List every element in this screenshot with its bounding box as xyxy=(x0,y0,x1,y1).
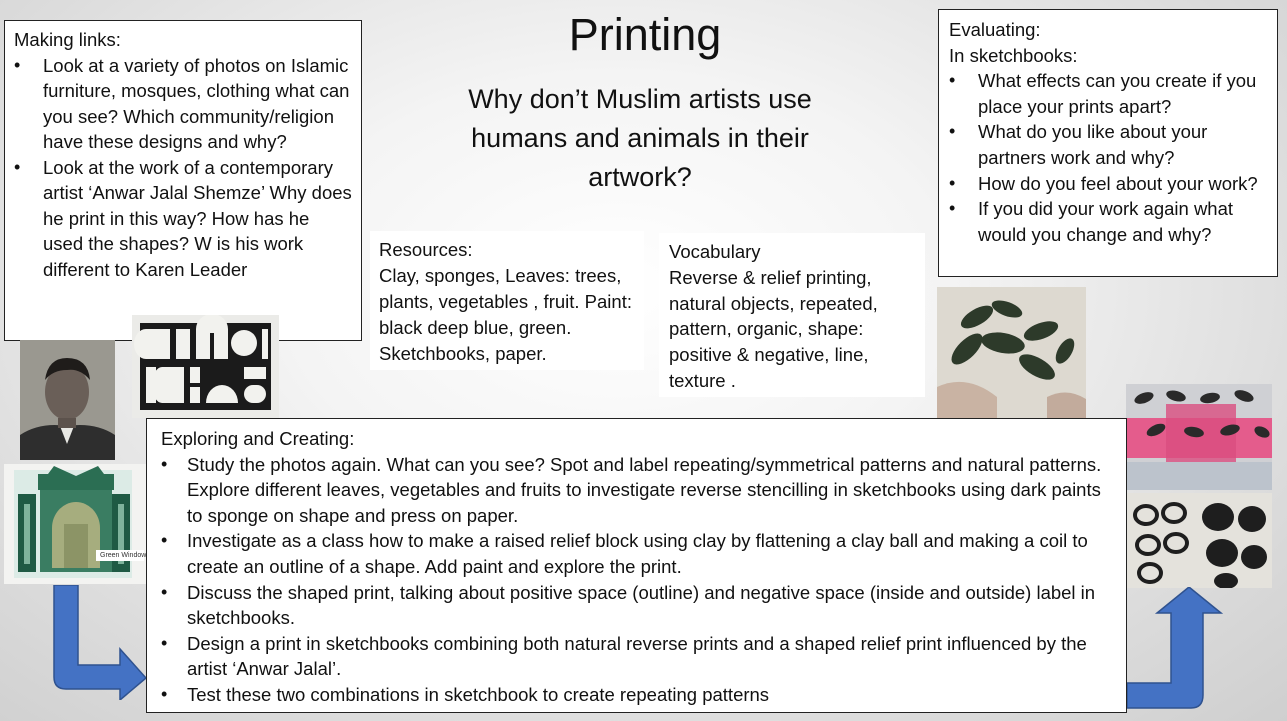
exploring-creating-box xyxy=(146,418,1127,713)
list-item: • Study the photos again. What can you see? Spot and label repeating/symmetrical patterns and natural patterns. Explore different leaves, vegetables and fruits to investigate reverse stencilling in sketchbooks using dark paints to sponge on shape and press on paper. xyxy=(187,452,1116,529)
evaluating-subheading: In sketchbooks: xyxy=(949,44,1078,66)
list-item: • Look at the work of a contemporary artist ‘Anwar Jalal Shemze’ Why does he print in this way? How has he used the shapes? W is his work different to Karen Leader xyxy=(43,155,353,283)
exploring-heading: Exploring and Creating: xyxy=(161,428,355,449)
making-links-list xyxy=(14,53,353,283)
geometric-print-artwork xyxy=(132,315,279,418)
artist-portrait-photo xyxy=(20,340,115,460)
list-item: • Investigate as a class how to make a raised relief block using clay by flattening a clay ball and making a coil to create an outline of a shape. Add paint and explore the print. xyxy=(187,528,1116,579)
leaf-print-photo xyxy=(937,287,1086,418)
evaluating-box xyxy=(938,9,1278,277)
making-links-heading: Making links: xyxy=(14,29,121,50)
list-item: • If you did your work again what would you change and why? xyxy=(978,196,1269,247)
resources-text: Clay, sponges, Leaves: trees, plants, vegetables , fruit. Paint: black deep blue, green. Sketchbooks, paper. xyxy=(379,265,632,364)
key-question: Why don’t Muslim artists use humans and animals in their artwork? xyxy=(468,84,812,192)
list-item: • Look at a variety of photos on Islamic furniture, mosques, clothing what can you see? Which community/religion have these designs and why? xyxy=(43,53,353,155)
pink-print-photo xyxy=(1126,384,1272,490)
making-links-box xyxy=(4,20,362,341)
evaluating-list xyxy=(949,68,1269,247)
shape-print-photo xyxy=(1126,493,1272,588)
list-item: • Design a print in sketchbooks combining both natural reverse prints and a shaped relief print influenced by the artist ‘Anwar Jalal’. xyxy=(187,631,1116,682)
list-item: • Test these two combinations in sketchbook to create repeating patterns xyxy=(187,682,1116,708)
artwork-caption: Green Window xyxy=(100,552,147,559)
list-item: • What do you like about your partners work and why? xyxy=(978,119,1269,170)
arrow-up-icon xyxy=(1127,587,1223,711)
resources-box xyxy=(370,231,644,370)
exploring-list xyxy=(161,452,1116,708)
page-title: Printing xyxy=(568,9,722,60)
list-item: • Discuss the shaped print, talking about positive space (outline) and negative space (inside and outside) label in sketchbooks. xyxy=(187,580,1116,631)
list-item: • How do you feel about your work? xyxy=(978,171,1269,197)
green-window-artwork xyxy=(4,464,148,584)
vocabulary-box xyxy=(659,233,925,397)
vocabulary-text: Reverse & relief printing, natural objects, repeated, pattern, organic, shape: positive & negative, line, texture . xyxy=(669,266,878,391)
arrow-right-icon xyxy=(48,585,148,700)
vocabulary-heading: Vocabulary xyxy=(669,241,761,262)
list-item: • What effects can you create if you place your prints apart? xyxy=(978,68,1269,119)
resources-heading: Resources: xyxy=(379,239,473,260)
evaluating-heading: Evaluating: xyxy=(949,19,1041,40)
